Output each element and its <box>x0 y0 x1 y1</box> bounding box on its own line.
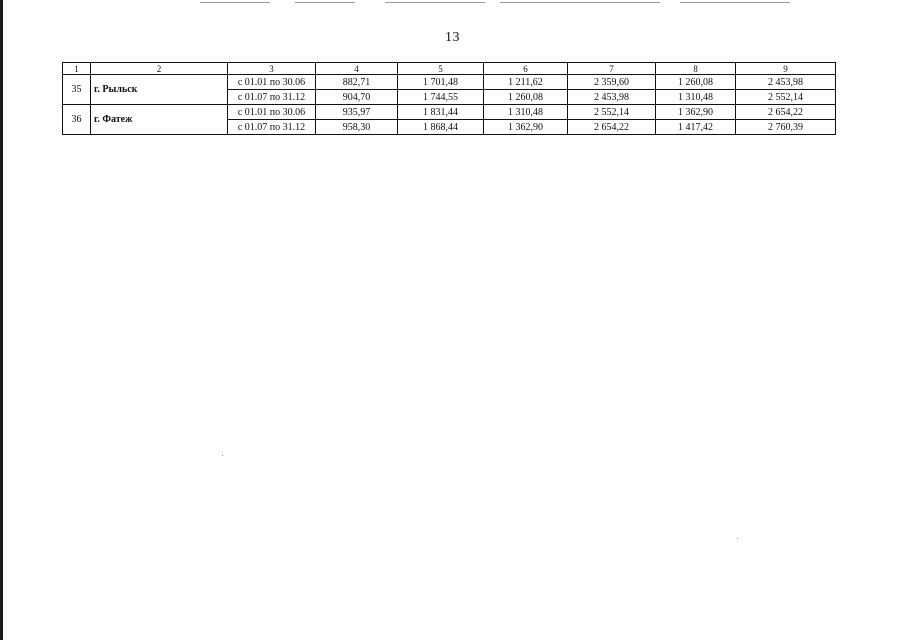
scan-speck <box>222 455 223 456</box>
city-name: г. Рыльск <box>91 75 228 105</box>
value-cell: 1 260,08 <box>484 90 568 105</box>
value-cell: 2 552,14 <box>736 90 836 105</box>
period-cell: с 01.07 по 31.12 <box>228 120 316 135</box>
value-cell: 904,70 <box>316 90 398 105</box>
table-row <box>63 105 836 120</box>
scan-speck <box>737 538 738 539</box>
value-cell: 1 744,55 <box>398 90 484 105</box>
value-cell: 1 310,48 <box>484 105 568 120</box>
value-cell: 1 831,44 <box>398 105 484 120</box>
header-cell: 5 <box>398 63 484 75</box>
value-cell: 935,97 <box>316 105 398 120</box>
value-cell: 2 359,60 <box>568 75 656 90</box>
page-number: 13 <box>445 30 460 45</box>
value-cell: 1 417,42 <box>656 120 736 135</box>
value-cell: 2 760,39 <box>736 120 836 135</box>
value-cell: 1 310,48 <box>656 90 736 105</box>
header-cell: 7 <box>568 63 656 75</box>
value-cell: 2 453,98 <box>568 90 656 105</box>
value-cell: 2 654,22 <box>568 120 656 135</box>
value-cell: 1 211,62 <box>484 75 568 90</box>
table-header-row <box>63 63 836 75</box>
header-cell: 3 <box>228 63 316 75</box>
value-cell: 2 654,22 <box>736 105 836 120</box>
scan-artifacts <box>200 2 800 6</box>
value-cell: 882,71 <box>316 75 398 90</box>
header-cell: 6 <box>484 63 568 75</box>
city-name: г. Фатеж <box>91 105 228 135</box>
value-cell: 1 362,90 <box>484 120 568 135</box>
tariff-table <box>62 62 836 135</box>
scan-edge <box>0 0 3 640</box>
value-cell: 1 260,08 <box>656 75 736 90</box>
period-cell: с 01.01 по 30.06 <box>228 75 316 90</box>
value-cell: 1 362,90 <box>656 105 736 120</box>
row-index: 35 <box>63 75 91 105</box>
header-cell: 2 <box>91 63 228 75</box>
header-cell: 1 <box>63 63 91 75</box>
period-cell: с 01.07 по 31.12 <box>228 90 316 105</box>
header-cell: 8 <box>656 63 736 75</box>
value-cell: 958,30 <box>316 120 398 135</box>
row-index: 36 <box>63 105 91 135</box>
value-cell: 2 453,98 <box>736 75 836 90</box>
header-cell: 9 <box>736 63 836 75</box>
value-cell: 1 868,44 <box>398 120 484 135</box>
period-cell: с 01.01 по 30.06 <box>228 105 316 120</box>
value-cell: 2 552,14 <box>568 105 656 120</box>
table-row <box>63 75 836 90</box>
header-cell: 4 <box>316 63 398 75</box>
value-cell: 1 701,48 <box>398 75 484 90</box>
